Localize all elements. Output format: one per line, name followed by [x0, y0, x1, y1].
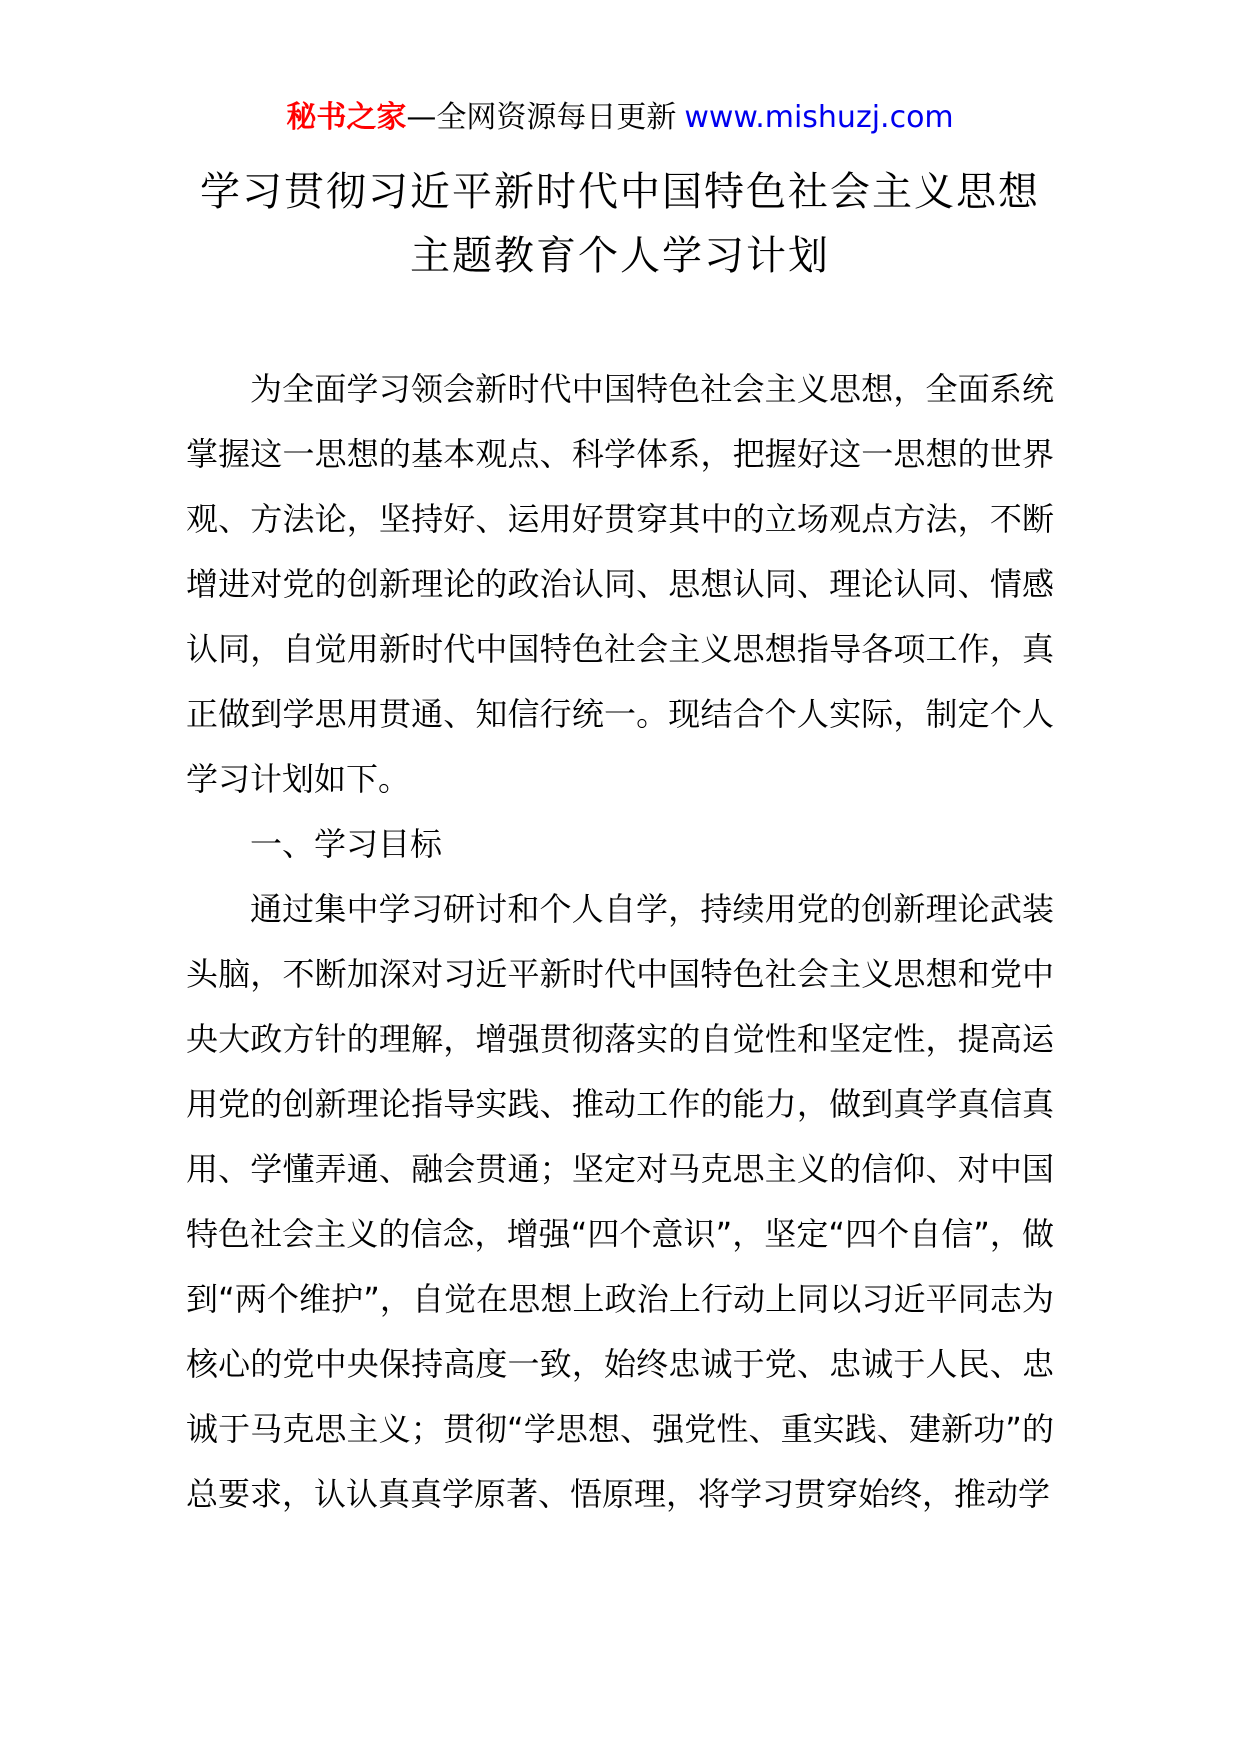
section-heading-goals: 一、学习目标: [250, 825, 443, 863]
document-body: [186, 357, 1054, 1527]
brand-name: 秘书之家: [286, 100, 407, 135]
site-header: [0, 98, 1240, 138]
title-line-1: 学习贯彻习近平新时代中国特色社会主义思想: [200, 169, 1040, 215]
site-url-link[interactable]: www.mishuzj.com: [684, 100, 954, 135]
document-title: [0, 160, 1240, 288]
header-tagline: —全网资源每日更新: [406, 100, 677, 135]
title-line-2: 主题教育个人学习计划: [410, 233, 830, 279]
intro-paragraph: 为全面学习领会新时代中国特色社会主义思想，全面系统掌握这一思想的基本观点、科学体系，把握好这一思想的世界观、方法论，坚持好、运用好贯穿其中的立场观点方法，不断增进对党的创新理论的政治认同、思想认同、理论认同、情感认同，自觉用新时代中国特色社会主义思想指导各项工作，真正做到学思用贯通、知信行统一。现结合个人实际，制定个人学习计划如下。: [186, 370, 1054, 798]
goals-paragraph: 通过集中学习研讨和个人自学，持续用党的创新理论武装头脑，不断加深对习近平新时代中国特色社会主义思想和党中央大政方针的理解，增强贯彻落实的自觉性和坚定性，提高运用党的创新理论指导实践、推动工作的能力，做到真学真信真用、学懂弄通、融会贯通；坚定对马克思主义的信仰、对中国特色社会主义的信念，增强“四个意识”，坚定“四个自信”，做到“两个维护”，自觉在思想上政治上行动上同以习近平同志为核心的党中央保持高度一致，始终忠诚于党、忠诚于人民、忠诚于马克思主义；贯彻“学思想、强党性、重实践、建新功”的总要求，认认真真学原著、悟原理，将学习贯穿始终，推动学: [186, 890, 1054, 1513]
